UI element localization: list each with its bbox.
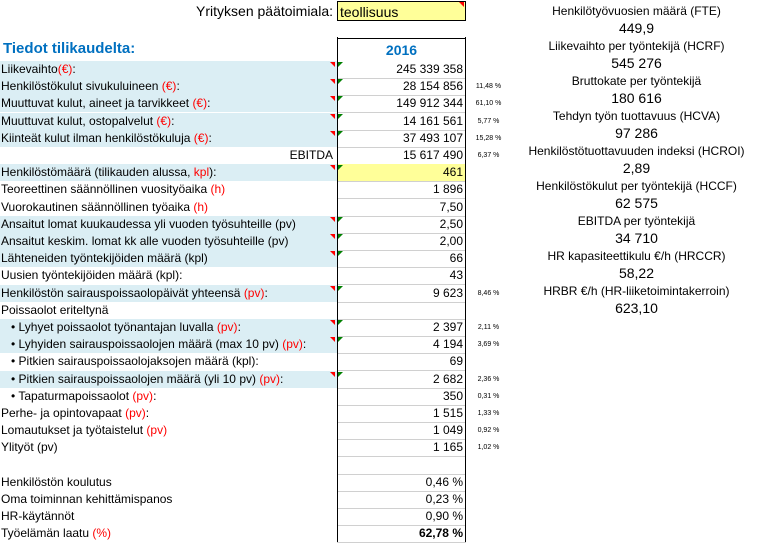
row-colon: :	[145, 406, 150, 420]
comment-marker	[330, 372, 335, 377]
value-column-right-border	[465, 37, 466, 542]
row-label	[0, 78, 337, 95]
industry-label: Yrityksen päätoimiala:	[196, 3, 333, 19]
bullet-icon: •	[11, 372, 16, 386]
error-marker	[338, 79, 343, 84]
row-label	[0, 302, 337, 319]
row-label-text: Uusien työntekijöiden määrä (kpl):	[1, 268, 183, 282]
kpi-value: 545 276	[611, 55, 662, 71]
comment-marker	[330, 251, 335, 256]
bullet-icon: •	[11, 320, 16, 334]
section-title: Tiedot tilikaudelta:	[3, 40, 136, 57]
error-marker	[338, 96, 343, 101]
row-label-text: Lähteneiden työntekijöiden määrä (kpl)	[1, 251, 208, 265]
comment-marker	[330, 320, 335, 325]
row-label-text: EBITDA	[289, 148, 333, 162]
error-marker	[338, 234, 343, 239]
row-unit: (pv)	[146, 423, 168, 437]
comment-marker	[330, 337, 335, 342]
row-value[interactable]: 28 154 856	[402, 79, 463, 93]
row-value[interactable]: 2,00	[439, 234, 463, 248]
comment-marker	[330, 234, 335, 239]
row-value[interactable]: 1 049	[432, 423, 463, 437]
row-label-text: Muuttuvat kulut, ostopalvelut	[1, 114, 157, 128]
row-unit: (€)	[57, 62, 73, 76]
row-colon: :	[72, 62, 76, 76]
industry-input[interactable]: teollisuus	[337, 1, 466, 21]
comment-marker	[330, 217, 335, 222]
row-colon: ):	[209, 165, 217, 179]
row-percent: 2,11 %	[477, 324, 500, 331]
kpi-label: EBITDA per työntekijä	[577, 214, 696, 228]
row-label	[0, 164, 337, 181]
row-label-text: Poissaolot eriteltynä	[1, 303, 109, 317]
row-value[interactable]: 4 194	[432, 337, 463, 351]
row-label-text: Muuttuvat kulut, aineet ja tarvikkeet	[1, 96, 193, 110]
row-unit: (pv)	[216, 320, 238, 334]
row-label	[0, 113, 337, 130]
row-label-text: Oma toiminnan kehittämispanos	[1, 492, 173, 506]
row-colon: :	[153, 389, 157, 403]
row-label	[0, 525, 337, 542]
row-label-text: Pitkien sairauspoissaolojen määrä (yli 10 pv)	[15, 372, 260, 386]
row-unit: (pv)	[132, 389, 154, 403]
kpi-value: 449,9	[618, 20, 655, 36]
row-value[interactable]: 245 339 358	[396, 62, 463, 76]
row-value[interactable]: 1 515	[432, 406, 463, 420]
row-value[interactable]: 0,23 %	[425, 492, 463, 506]
kpi-label: Bruttokate per työntekijä	[571, 74, 702, 88]
row-label	[0, 216, 337, 233]
row-label-text: Henkilöstön koulutus	[1, 475, 112, 489]
row-percent: 5,77 %	[477, 118, 500, 125]
comment-marker	[330, 165, 335, 170]
error-marker	[338, 62, 343, 67]
row-value[interactable]: 1 896	[432, 182, 463, 196]
error-marker	[338, 337, 343, 342]
row-label	[0, 250, 337, 267]
row-unit: (%)	[92, 526, 112, 540]
row-percent: 11,48 %	[475, 83, 502, 90]
comment-marker	[459, 2, 464, 7]
row-unit: (pv)	[259, 372, 280, 386]
row-label	[0, 439, 337, 456]
row-label	[0, 130, 337, 147]
error-marker	[338, 286, 343, 291]
row-colon: :	[171, 114, 175, 128]
row-label	[0, 95, 337, 112]
row-value[interactable]: 350	[442, 389, 463, 403]
kpi-label: Henkilöstötuottavuuden indeksi (HCROI)	[528, 144, 745, 158]
row-label	[0, 267, 337, 284]
kpi-label: Liikevaihto per työntekijä (HCRF)	[548, 39, 725, 53]
row-label	[0, 371, 337, 388]
error-marker	[338, 251, 343, 256]
row-unit: (€)	[192, 96, 208, 110]
row-label-text: HR-käytännöt	[1, 509, 75, 523]
row-label	[0, 336, 337, 353]
row-label	[0, 508, 337, 525]
row-value[interactable]: 37 493 107	[402, 131, 463, 145]
row-value[interactable]: 2 397	[432, 320, 463, 334]
row-label	[0, 233, 337, 250]
row-unit: (pv)	[282, 337, 303, 351]
row-label-text: Perhe- ja opintovapaat	[1, 406, 126, 420]
comment-marker	[330, 114, 335, 119]
row-percent: 8,46 %	[477, 290, 500, 297]
row-unit: (h)	[193, 200, 209, 214]
row-label	[0, 491, 337, 508]
row-percent: 2,36 %	[477, 376, 500, 383]
row-unit: (h)	[210, 182, 226, 196]
row-unit: (€)	[161, 79, 177, 93]
row-value[interactable]: 15 617 490	[402, 148, 463, 162]
comment-marker	[330, 79, 335, 84]
comment-marker	[330, 62, 335, 67]
error-marker	[338, 165, 343, 170]
row-value[interactable]: 14 161 561	[402, 114, 463, 128]
row-label-text: Teoreettinen säännöllinen vuosityöaika	[1, 182, 211, 196]
row-value[interactable]: 43	[449, 268, 463, 282]
kpi-label: Henkilötyövuosien määrä (FTE)	[552, 4, 721, 18]
error-marker	[338, 131, 343, 136]
row-label-text: Lyhyiden sairauspoissaolojen määrä (max 10 pv)	[15, 337, 283, 351]
row-value[interactable]	[337, 457, 466, 474]
row-label-text: Ylityöt (pv)	[1, 440, 58, 454]
row-value[interactable]: 1 165	[432, 440, 463, 454]
row-percent: 6,37 %	[477, 152, 500, 159]
year-header: 2016	[337, 38, 466, 60]
row-label	[0, 353, 337, 370]
row-label-text: Tapaturmapoissaolot	[15, 389, 133, 403]
row-label	[0, 474, 337, 491]
kpi-value: 62 575	[615, 195, 658, 211]
kpi-label: Henkilöstökulut per työntekijä (HCCF)	[536, 179, 737, 193]
row-value[interactable]: 0,90 %	[425, 509, 463, 523]
row-percent: 0,31 %	[477, 393, 500, 400]
row-colon: :	[280, 372, 284, 386]
kpi-value: 58,22	[618, 265, 655, 281]
row-value[interactable]: 0,46 %	[425, 475, 463, 489]
row-label	[0, 181, 337, 198]
kpi-value: 180 616	[611, 90, 662, 106]
row-label-text: Henkilöstömäärä (tilikauden alussa,	[1, 165, 194, 179]
row-unit: (€)	[193, 131, 209, 145]
row-colon: :	[208, 131, 212, 145]
row-colon: :	[176, 79, 180, 93]
row-label-text: Ansaitut lomat kuukaudessa yli vuoden työsuhteille (pv)	[1, 217, 296, 231]
row-label	[0, 147, 337, 164]
row-value[interactable]: 149 912 344	[396, 96, 463, 110]
row-value[interactable]	[337, 302, 466, 319]
row-colon: :	[264, 286, 268, 300]
error-marker	[338, 372, 343, 377]
bullet-icon: •	[11, 389, 16, 403]
error-marker	[338, 217, 343, 222]
row-value[interactable]: 66	[449, 251, 463, 265]
row-label	[0, 319, 337, 336]
row-percent: 3,69 %	[477, 341, 500, 348]
comment-marker	[330, 131, 335, 136]
kpi-value: 97 286	[615, 125, 658, 141]
row-label-text: Kiinteät kulut ilman henkilöstökuluja	[1, 131, 194, 145]
row-label	[0, 422, 337, 439]
value-column-left-border	[337, 37, 338, 542]
bullet-icon: •	[11, 354, 16, 368]
row-value[interactable]: 461	[337, 164, 466, 181]
row-percent: 15,28 %	[475, 135, 502, 142]
row-label	[0, 61, 337, 78]
row-unit: (€)	[156, 114, 172, 128]
row-label-text: Ansaitut keskim. lomat kk alle vuoden työsuhteille (pv)	[1, 234, 289, 248]
kpi-label: HRBR €/h (HR-liiketoimintakerroin)	[543, 284, 730, 298]
row-value[interactable]: 9 623	[432, 286, 463, 300]
row-value[interactable]: 2 682	[432, 372, 463, 386]
comment-marker	[330, 96, 335, 101]
row-label-text: Liikevaihto	[1, 62, 58, 76]
kpi-label: HR kapasiteettikulu €/h (HRCCR)	[547, 249, 726, 263]
row-value[interactable]: 69	[449, 354, 463, 368]
row-label-text: Lyhyet poissaolot työnantajan luvalla	[15, 320, 217, 334]
row-label	[0, 199, 337, 216]
row-label-text: Henkilöstön sairauspoissaolopäivät yhteensä	[1, 286, 244, 300]
kpi-value: 34 710	[615, 230, 658, 246]
row-percent: 0,92 %	[477, 427, 500, 434]
row-label	[0, 388, 337, 405]
row-percent: 1,33 %	[477, 410, 500, 417]
row-colon: :	[302, 337, 307, 351]
row-value[interactable]: 2,50	[439, 217, 463, 231]
error-marker	[338, 114, 343, 119]
row-colon: :	[237, 320, 241, 334]
error-marker	[338, 320, 343, 325]
row-colon: :	[207, 96, 211, 110]
kpi-label: Tehdyn työn tuottavuus (HCVA)	[552, 109, 721, 123]
row-unit: kpl	[193, 165, 210, 179]
row-label	[0, 457, 337, 474]
row-value[interactable]: 7,50	[439, 200, 463, 214]
row-label	[0, 285, 337, 302]
row-label-text: Työelämän laatu	[1, 526, 93, 540]
row-unit: (pv)	[125, 406, 146, 420]
row-label	[0, 405, 337, 422]
row-label-text: Lomautukset ja työtaistelut	[1, 423, 147, 437]
bullet-icon: •	[11, 337, 16, 351]
row-unit: (pv)	[243, 286, 265, 300]
row-label-text: Vuorokautinen säännöllinen työaika	[1, 200, 194, 214]
row-percent: 1,02 %	[477, 444, 500, 451]
row-label-text: Henkilöstökulut sivukuluineen	[1, 79, 162, 93]
row-value[interactable]: 62,78 %	[418, 526, 463, 540]
comment-marker	[330, 286, 335, 291]
kpi-value: 2,89	[622, 160, 651, 176]
row-percent: 61,10 %	[475, 100, 502, 107]
kpi-value: 623,10	[615, 300, 658, 316]
row-label-text: Pitkien sairauspoissaolojaksojen määrä (kpl):	[15, 354, 259, 368]
